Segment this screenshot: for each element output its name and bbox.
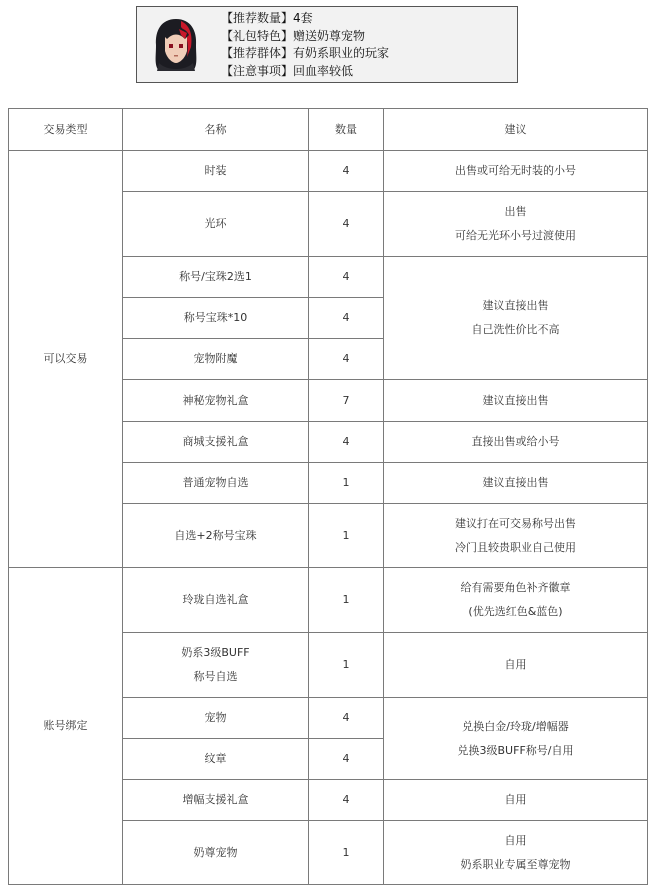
info-recommend-count: 【推荐数量】4套 bbox=[221, 11, 313, 25]
item-advice-cell: 建议直接出售 bbox=[384, 463, 648, 504]
info-pack-feature: 【礼包特色】赠送奶尊宠物 bbox=[221, 28, 366, 43]
item-advice-cell: 建议直接出售 自己洗性价比不高 bbox=[384, 257, 648, 380]
header-quantity: 数量 bbox=[309, 109, 384, 151]
pack-info-lines bbox=[221, 10, 389, 80]
item-quantity-cell: 7 bbox=[309, 380, 384, 422]
package-item-table bbox=[8, 108, 648, 885]
item-advice-cell: 自用 奶系职业专属至尊宠物 bbox=[384, 821, 648, 885]
item-quantity-cell: 4 bbox=[309, 698, 384, 739]
item-name-cell: 神秘宠物礼盒 bbox=[123, 380, 309, 422]
table-row bbox=[9, 151, 648, 192]
item-quantity-cell: 4 bbox=[309, 339, 384, 380]
item-name-cell: 宠物附魔 bbox=[123, 339, 309, 380]
header-trade-type: 交易类型 bbox=[9, 109, 123, 151]
item-quantity-cell: 4 bbox=[309, 739, 384, 780]
item-name-cell: 商城支援礼盒 bbox=[123, 422, 309, 463]
item-quantity-cell: 4 bbox=[309, 298, 384, 339]
item-name-cell: 纹章 bbox=[123, 739, 309, 780]
item-name-cell: 玲珑自选礼盒 bbox=[123, 568, 309, 633]
item-quantity-cell: 1 bbox=[309, 568, 384, 633]
item-name-cell: 光环 bbox=[123, 192, 309, 257]
item-advice-cell: 出售或可给无时装的小号 bbox=[384, 151, 648, 192]
item-name-cell: 宠物 bbox=[123, 698, 309, 739]
item-name-cell: 增幅支援礼盒 bbox=[123, 780, 309, 821]
item-quantity-cell: 4 bbox=[309, 151, 384, 192]
character-avatar-icon bbox=[151, 17, 201, 73]
item-advice-cell: 直接出售或给小号 bbox=[384, 422, 648, 463]
item-name-cell: 自选+2称号宝珠 bbox=[123, 504, 309, 568]
item-advice-cell: 自用 bbox=[384, 633, 648, 698]
item-name-cell: 奶系3级BUFF 称号自选 bbox=[123, 633, 309, 698]
header-name: 名称 bbox=[123, 109, 309, 151]
item-name-cell: 普通宠物自选 bbox=[123, 463, 309, 504]
item-name-cell: 时装 bbox=[123, 151, 309, 192]
item-quantity-cell: 4 bbox=[309, 780, 384, 821]
item-advice-cell: 兑换白金/玲珑/增幅器 兑换3级BUFF称号/自用 bbox=[384, 698, 648, 780]
item-quantity-cell: 4 bbox=[309, 192, 384, 257]
trade-type-cell: 可以交易 bbox=[9, 151, 123, 568]
item-advice-cell: 给有需要角色补齐徽章 (优先选红色&蓝色) bbox=[384, 568, 648, 633]
item-quantity-cell: 1 bbox=[309, 504, 384, 568]
item-name-cell: 奶尊宠物 bbox=[123, 821, 309, 885]
pack-info-box bbox=[136, 6, 518, 83]
info-notes: 【注意事项】回血率较低 bbox=[221, 63, 354, 78]
trade-type-cell: 账号绑定 bbox=[9, 568, 123, 885]
item-quantity-cell: 1 bbox=[309, 463, 384, 504]
item-advice-cell: 建议打在可交易称号出售 冷门且较贵职业自己使用 bbox=[384, 504, 648, 568]
item-name-cell: 称号宝珠*10 bbox=[123, 298, 309, 339]
item-advice-cell: 建议直接出售 bbox=[384, 380, 648, 422]
table-header-row bbox=[9, 109, 648, 151]
item-advice-cell: 自用 bbox=[384, 780, 648, 821]
item-quantity-cell: 4 bbox=[309, 257, 384, 298]
header-advice: 建议 bbox=[384, 109, 648, 151]
item-quantity-cell: 1 bbox=[309, 821, 384, 885]
item-name-cell: 称号/宝珠2选1 bbox=[123, 257, 309, 298]
item-quantity-cell: 4 bbox=[309, 422, 384, 463]
info-target-group: 【推荐群体】有奶系职业的玩家 bbox=[221, 46, 390, 60]
item-quantity-cell: 1 bbox=[309, 633, 384, 698]
table-row bbox=[9, 568, 648, 633]
item-advice-cell: 出售 可给无光环小号过渡使用 bbox=[384, 192, 648, 257]
